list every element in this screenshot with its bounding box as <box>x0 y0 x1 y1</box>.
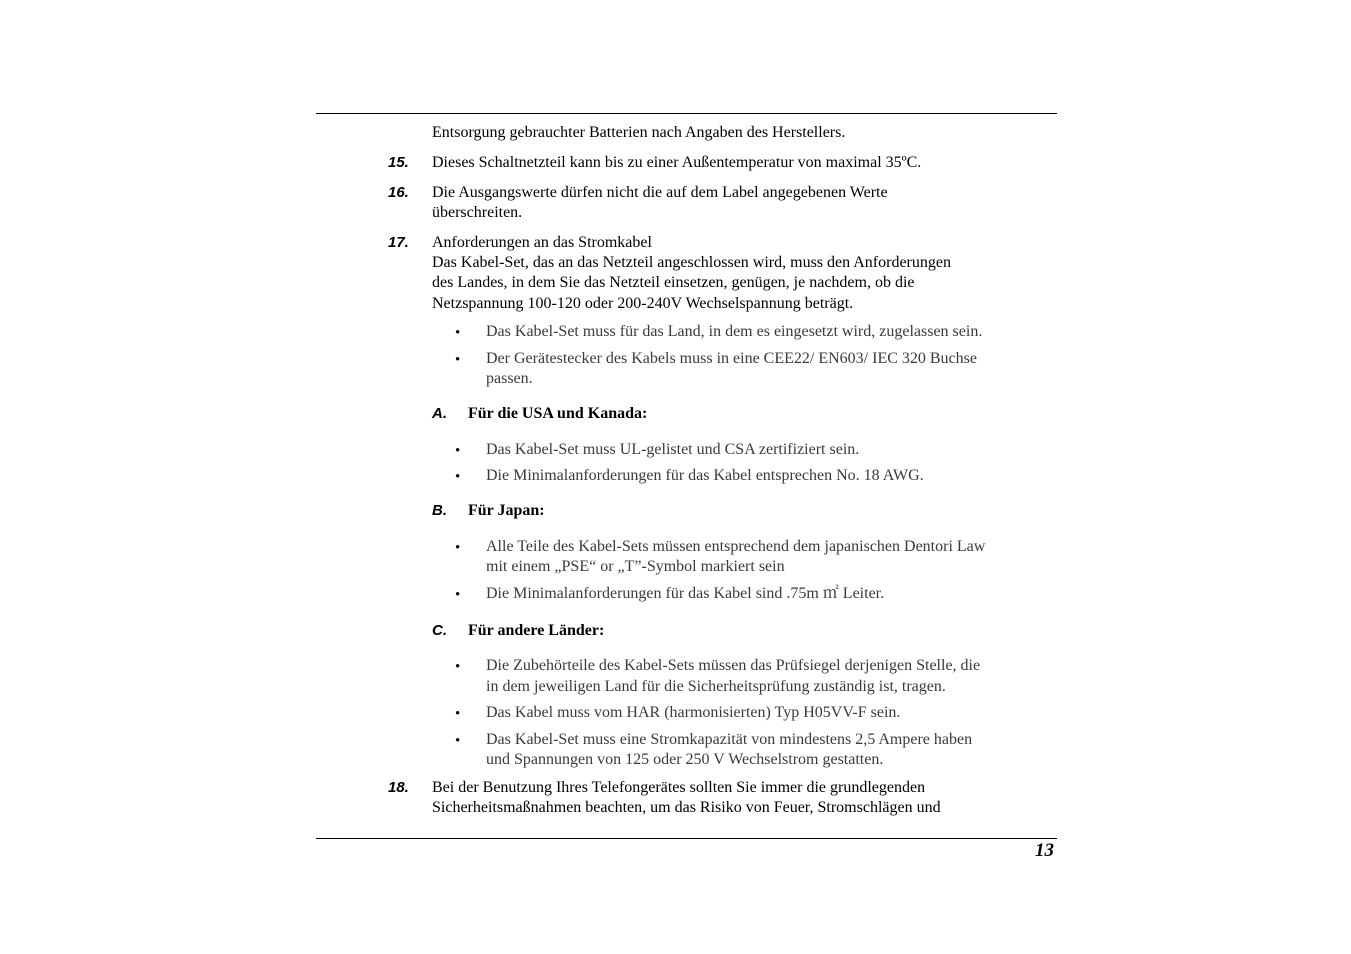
list-item: Die Zubehörteile des Kabel-Sets müssen das Prüfsiegel derjenigen Stelle, die <box>486 657 981 674</box>
item-17-heading: Anforderungen an das Stromkabel <box>432 234 652 251</box>
bullet-glyph: • <box>455 587 461 603</box>
list-item: Die Minimalanforderungen für das Kabel sind .75m ㎡ Leiter. <box>486 585 885 602</box>
list-item: Das Kabel muss vom HAR (harmonisierten) Typ H05VV-F sein. <box>486 704 901 721</box>
item-number-16: 16. <box>388 184 409 201</box>
bullet-glyph: • <box>455 469 461 485</box>
item-15-text: Dieses Schaltnetzteil kann bis zu einer Außentemperatur von maximal 35ºC. <box>432 154 922 171</box>
bullet-glyph: • <box>455 733 461 749</box>
list-item: Die Minimalanforderungen für das Kabel entsprechen No. 18 AWG. <box>486 467 924 484</box>
item-number-18: 18. <box>388 779 409 796</box>
list-item: Das Kabel-Set muss UL-gelistet und CSA zertifiziert sein. <box>486 441 860 458</box>
list-item-continued: und Spannungen von 125 oder 250 V Wechselstrom gestatten. <box>486 751 884 768</box>
bullet-glyph: • <box>455 443 461 459</box>
subsection-letter-c: C. <box>432 622 447 639</box>
list-item: Das Kabel-Set muss eine Stromkapazität von mindestens 2,5 Ampere haben <box>486 731 973 748</box>
item-18-text-line-2: Sicherheitsmaßnahmen beachten, um das Risiko von Feuer, Stromschlägen und <box>432 799 941 816</box>
header-rule <box>316 113 1057 114</box>
bullet-glyph: • <box>455 659 461 675</box>
item-18-text-line-1: Bei der Benutzung Ihres Telefongerätes sollten Sie immer die grundlegenden <box>432 779 926 796</box>
bullet-glyph: • <box>455 540 461 556</box>
list-item: Das Kabel-Set muss für das Land, in dem es eingesetzt wird, zugelassen sein. <box>486 323 983 340</box>
intro-line: Entsorgung gebrauchter Batterien nach Angaben des Herstellers. <box>432 124 846 141</box>
page-number: 13 <box>1035 840 1054 861</box>
footer-rule <box>316 838 1057 839</box>
item-17-text-line-2: des Landes, in dem Sie das Netzteil einsetzen, genügen, je nachdem, ob die <box>432 274 915 291</box>
item-17-text-line-1: Das Kabel-Set, das an das Netzteil angeschlossen wird, muss den Anforderungen <box>432 254 951 271</box>
item-17-text-line-3: Netzspannung 100-120 oder 200-240V Wechselspannung beträgt. <box>432 295 854 312</box>
subsection-title-a: Für die USA und Kanada: <box>468 405 648 422</box>
subsection-letter-b: B. <box>432 502 447 519</box>
item-16-text-line-1: Die Ausgangswerte dürfen nicht die auf dem Label angegebenen Werte <box>432 184 888 201</box>
list-item: Alle Teile des Kabel-Sets müssen entsprechend dem japanischen Dentori Law <box>486 538 986 555</box>
list-item-continued: mit einem „PSE“ or „T”-Symbol markiert sein <box>486 558 785 575</box>
subsection-title-c: Für andere Länder: <box>468 622 605 639</box>
item-number-17: 17. <box>388 234 409 251</box>
bullet-glyph: • <box>455 706 461 722</box>
list-item-continued: in dem jeweiligen Land für die Sicherheitsprüfung zuständig ist, tragen. <box>486 678 946 695</box>
subsection-title-b: Für Japan: <box>468 502 545 519</box>
bullet-glyph: • <box>455 352 461 368</box>
list-item-continued: passen. <box>486 370 533 387</box>
bullet-glyph: • <box>455 325 461 341</box>
item-16-text-line-2: überschreiten. <box>432 204 523 221</box>
subsection-letter-a: A. <box>432 405 447 422</box>
list-item: Der Gerätestecker des Kabels muss in eine CEE22/ EN603/ IEC 320 Buchse <box>486 350 977 367</box>
item-number-15: 15. <box>388 154 409 171</box>
